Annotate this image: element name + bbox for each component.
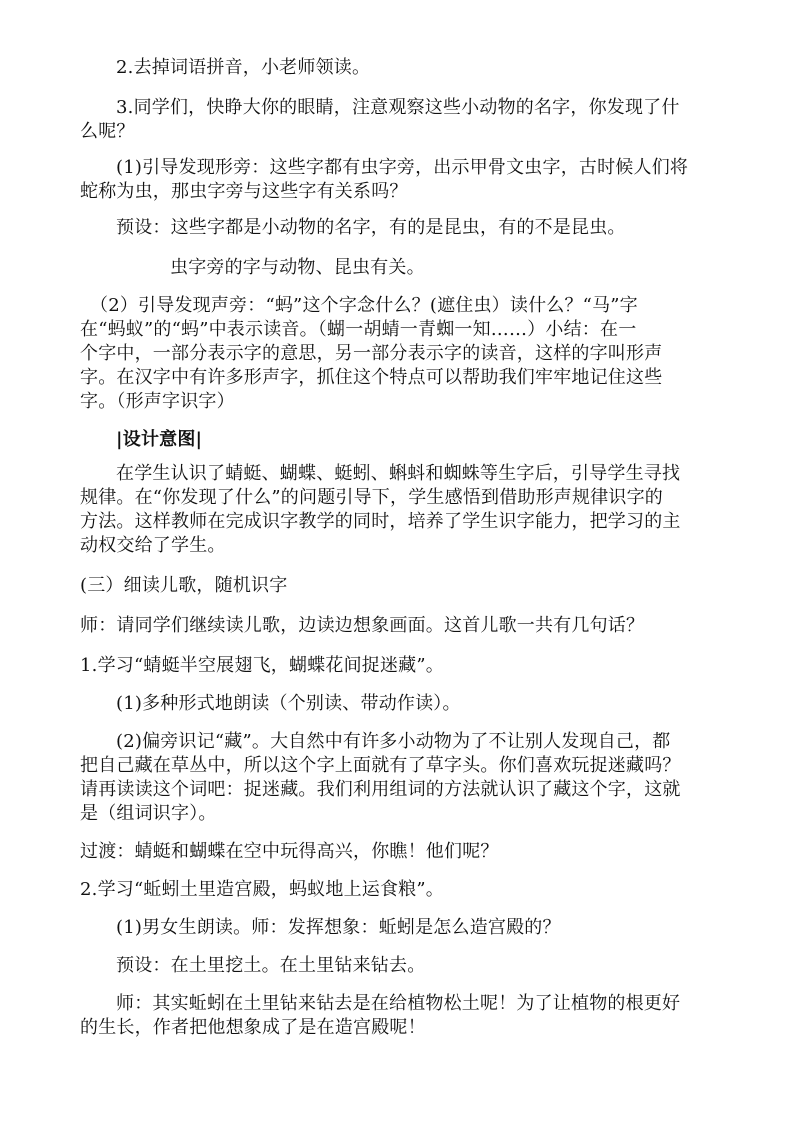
section-heading: (三）细读儿歌，随机识字 [80, 575, 288, 596]
line-16: 方法。这样教师在完成识字教学的同时，培养了学生识字能力，把学习的主 [80, 511, 681, 532]
line-19: 师：请同学们继续读儿歌，边读边想象画面。这首儿歌一共有几句话？ [80, 615, 645, 636]
line-6: 预设：这些字都是小动物的名字，有的是昆虫，有的不是昆虫。 [116, 217, 626, 238]
line-21: (1)多种形式地朗读（个别读、带动作读）。 [116, 693, 461, 714]
line-12: 字。（形声字识字） [80, 391, 235, 412]
line-24: 请再读读这个词吧：捉迷藏。我们利用组词的方法就认识了藏这个字，这就 [80, 779, 681, 800]
line-15: 规律。在“你发现了什么”的问题引导下，学生感悟到借助形声规律识字的 [80, 487, 664, 508]
line-26: 过渡：蜻蜓和蝴蝶在空中玩得高兴，你瞧！他们呢？ [80, 841, 499, 862]
line-8: （2）引导发现声旁：“蚂”这个字念什么？(遮住虫）读什么？“马”字 [90, 295, 638, 316]
line-9: 在“蚂蚁”的“蚂”中表示读音。（蝴一胡蜻一青蜘一知……）小结：在一 [80, 319, 637, 340]
line-20: 1.学习“蜻蜓半空展翅飞，蝴蝶花间捉迷藏”。 [80, 655, 444, 676]
line-29: 预设：在土里挖土。在土里钻来钻去。 [116, 955, 426, 976]
line-31: 的生长，作者把他想象成了是在造宫殿呢！ [80, 1017, 426, 1038]
line-30: 师：其实蚯蚓在土里钻来钻去是在给植物松土呢！为了让植物的根更好 [116, 993, 681, 1014]
line-3: 么呢？ [80, 121, 135, 142]
line-28: (1)男女生朗读。师：发挥想象：蚯蚓是怎么造宫殿的？ [116, 917, 561, 938]
line-10: 个字中，一部分表示字的意思，另一部分表示字的读音，这样的字叫形声 [80, 343, 663, 364]
line-11: 字。在汉字中有许多形声字，抓住这个特点可以帮助我们牢牢地记住这些 [80, 367, 663, 388]
line-14: 在学生认识了蜻蜓、蝴蝶、蜓蚓、蝌蚪和蜘蛛等生字后，引导学生寻找 [116, 463, 681, 484]
line-1: 2.去掉词语拼音，小老师领读。 [116, 57, 371, 78]
line-17: 动权交给了学生。 [80, 535, 226, 556]
line-5: 蛇称为虫，那虫字旁与这些字有关系吗？ [80, 181, 408, 202]
line-7: 虫字旁的字与动物、昆虫有关。 [170, 257, 425, 278]
line-25: 是（组词识字）。 [80, 803, 217, 824]
line-23: 把自己藏在草丛中，所以这个字上面就有了草字头。你们喜欢玩捉迷藏吗？ [80, 755, 681, 776]
line-4: (1)引导发现形旁：这些字都有虫字旁，出示甲骨文虫字，古时候人们将 [116, 157, 689, 178]
design-intent-heading: |设计意图| [116, 429, 203, 450]
line-27: 2.学习“蚯蚓土里造宫殿，蚂蚁地上运食粮”。 [80, 879, 444, 900]
line-22: (2)偏旁识记“藏”。大自然中有许多小动物为了不让别人发现自己，都 [116, 731, 671, 752]
line-2: 3.同学们，快睁大你的眼睛，注意观察这些小动物的名字，你发现了什 [116, 97, 680, 118]
